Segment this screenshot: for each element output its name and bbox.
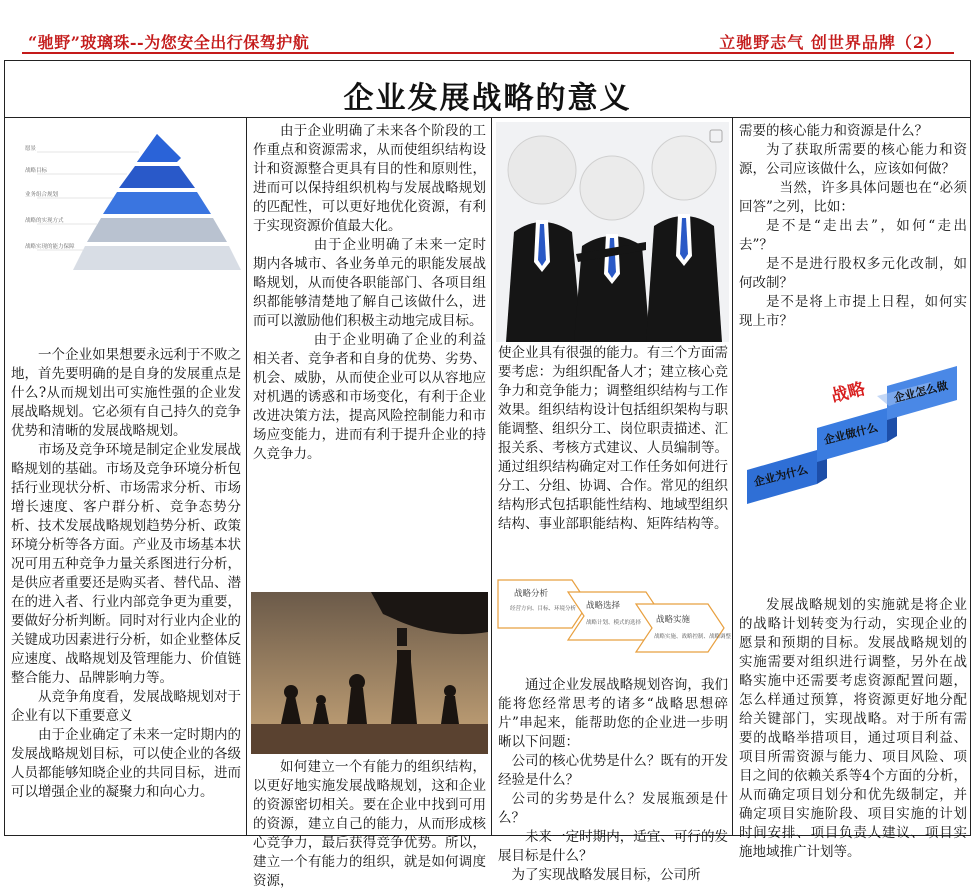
strategy-accent: 战略 <box>829 379 868 407</box>
paragraph: 是不是“走出去”，如何“走出去”？ <box>739 218 967 253</box>
process-arrows-icon <box>496 574 732 656</box>
column-2-text-top <box>253 122 486 464</box>
process-stage-3-title: 战略实施 <box>656 615 691 625</box>
paragraph: 市场及竞争环境是制定企业发展战略规划的基础。市场及竞争环境分析包括行业现状分析、市场需求分析、市场增长速度、客户群分析、竞争态势分析、技术发展战略规划趋势分析、政策环境分析等各方面。产业及市场基本状况可用五种竞争力量关系图进行分析，是供应者重要还是购买者、替代品、潜在的进入者、行业内部竞争更为重要，要做好分析判断。同时对行业内企业的关键成功因素进行分析，如企业整体反应速度、战略规划及管理能力、价值链整合能力、品牌影响力等。 <box>11 442 241 686</box>
team-image <box>496 122 729 342</box>
paragraph: 为了实现战略发展目标，公司所 <box>511 867 701 883</box>
pyramid-label-5: 战略实现的能力保障 <box>25 244 75 250</box>
process-stage-1-title: 战略分析 <box>514 589 549 599</box>
title-band <box>5 61 970 118</box>
team-icon <box>496 122 729 342</box>
paragraph: 从竞争角度看，发展战略规划对于企业有以下重要意义 <box>11 689 241 724</box>
paragraph: 通过企业发展战略规划咨询，我们能将您经常思考的诸多“战略思想碎片”串起来，能帮助您的企业进一步明晰以下问题： <box>498 677 728 750</box>
header-issue: 立驰野志气 创世界品牌（2） <box>719 33 942 52</box>
pyramid-label-1: 愿景 <box>25 146 37 152</box>
paragraph: 需要的核心能力和资源是什么？ <box>739 123 928 139</box>
strategy-stairs-image <box>741 358 965 508</box>
column-2 <box>247 118 492 889</box>
paragraph: 由于企业明确了未来一定时期内各城市、各业务单元的职能发展战略规划，从而使各职能部门、各项目组织都能够清楚地了解自己该做什么，进而可以激励他们积极主动地完成目标。 <box>253 237 486 329</box>
pyramid-image <box>9 122 243 282</box>
pyramid-icon <box>9 122 243 282</box>
pyramid-label-3: 业务组合规划 <box>25 192 59 198</box>
stair-step-3: 企业怎么做 <box>892 378 950 405</box>
process-stage-2-title: 战略选择 <box>586 601 621 611</box>
column-3-text-bottom <box>498 676 728 885</box>
process-stage-3-detail: 战略实施、战略控制、战略调整 <box>654 634 732 640</box>
process-stage-1-detail: 经营方向、目标、环境分析 <box>510 606 577 612</box>
paragraph: 是不是将上市提上日程，如何实现上市？ <box>739 294 967 329</box>
header-slogan: “驰野”玻璃珠--为您安全出行保驾护航 <box>28 33 310 52</box>
process-image <box>496 574 732 656</box>
paragraph: 一个企业如果想要永远利于不败之地，首先要明确的是自身的发展重点是什么?从而规划出可实施性强的企业发展战略规划。它必须有自己持久的竞争优势和清晰的发展战略规划。 <box>11 347 241 439</box>
pyramid-label-4: 战略的实现方式 <box>25 218 64 224</box>
paragraph: 公司的核心优势是什么？既有的开发经验是什么？ <box>498 753 728 788</box>
stair-step-1: 企业为什么 <box>752 462 810 489</box>
article-frame <box>4 60 971 889</box>
header-rule <box>22 52 954 54</box>
column-4-text-top <box>739 122 967 331</box>
paragraph: 由于企业明确了企业的利益相关者、竞争者和自身的优势、劣势、机会、威胁，从而使企业可以从容地应对机遇的诱惑和市场变化，有利于企业改进决策方法，提高风险控制能力和市场应变能力，进而有利于提升企业的持久竞争力。 <box>253 332 486 462</box>
column-3 <box>492 118 733 883</box>
column-2-text-bottom <box>253 758 486 891</box>
pyramid-label-2: 战略目标 <box>25 168 48 174</box>
article-title: 企业发展战略的意义 <box>343 81 632 116</box>
paragraph: 公司的劣势是什么？发展瓶颈是什么？ <box>498 791 728 826</box>
stair-step-2: 企业做什么 <box>822 420 880 447</box>
column-4-text-bottom <box>739 596 967 862</box>
paragraph: 是不是进行股权多元化改制，如何改制？ <box>739 256 967 291</box>
paragraph: 为了获取所需要的核心能力和资源，公司应该做什么，应该如何做？ <box>739 142 967 177</box>
stairs-icon <box>741 358 965 508</box>
paragraph: 由于企业明确了未来各个阶段的工作重点和资源需求，从而使组织结构设计和资源整合更具有目的性和原则性，进而可以保持组织机构与发展战略规划的匹配性，可以更好地优化资源，有利于实现资源价值最大化。 <box>253 123 486 234</box>
chess-image <box>251 592 488 754</box>
process-stage-2-detail: 战略计划、模式的选择 <box>586 620 642 626</box>
paragraph: 未来一定时期内，适宜、可行的发展目标是什么？ <box>498 829 728 864</box>
chess-icon <box>251 592 488 754</box>
column-3-text-top <box>498 344 728 534</box>
paragraph: 由于企业确定了未来一定时期内的发展战略规划目标，可以使企业的各级人员都能够知晓企业的共同目标，进而可以增强企业的凝聚力和向心力。 <box>11 727 241 800</box>
column-1 <box>5 118 247 835</box>
paragraph: 当然，许多具体问题也在“必须回答”之列，比如： <box>739 180 967 215</box>
paragraph: 如何建立一个有能力的组织结构，以更好地实施发展战略规划，这和企业的资源密切相关。要在企业中找到可用的资源，建立自己的能力，从而形成核心竞争力，最后获得竞争优势。所以，建立一个有能力的组织，就是如何调度资源， <box>253 759 486 889</box>
column-4 <box>733 118 970 860</box>
column-1-text <box>11 346 241 802</box>
paragraph: 发展战略规划的实施就是将企业的战略计划转变为行动，实现企业的愿景和预期的目标。发展战略规划的实施需要对组织进行调整，另外在战略实施中还需要考虑资源配置问题，怎么样通过预算，将资源更好地分配给关键部门，实现战略。对于所有需要的战略举措项目，通过项目利益、项目所需资源与能力、项目风险、项目之间的依赖关系等4个方面的分析，从而确定项目划分和优先级制定，并确定项目实施阶段、项目实施的计划时间安排、项目负责人建议、项目实施地域推广计划等。 <box>739 597 967 860</box>
paragraph: 使企业具有很强的能力。有三个方面需要考虑：为组织配备人才；建立核心竞争力和竞争能力；调整组织结构与工作效果。组织结构设计包括组织架构与职能调整、组织分工、岗位职责描述、汇报关系、考核方式建议、人员编制等。通过组织结构确定对工作任务如何进行分工、分组、协调、合作。常见的组织结构形式包括职能性结构、地域型组织结构、事业部职能结构、矩阵结构等。 <box>498 345 728 532</box>
